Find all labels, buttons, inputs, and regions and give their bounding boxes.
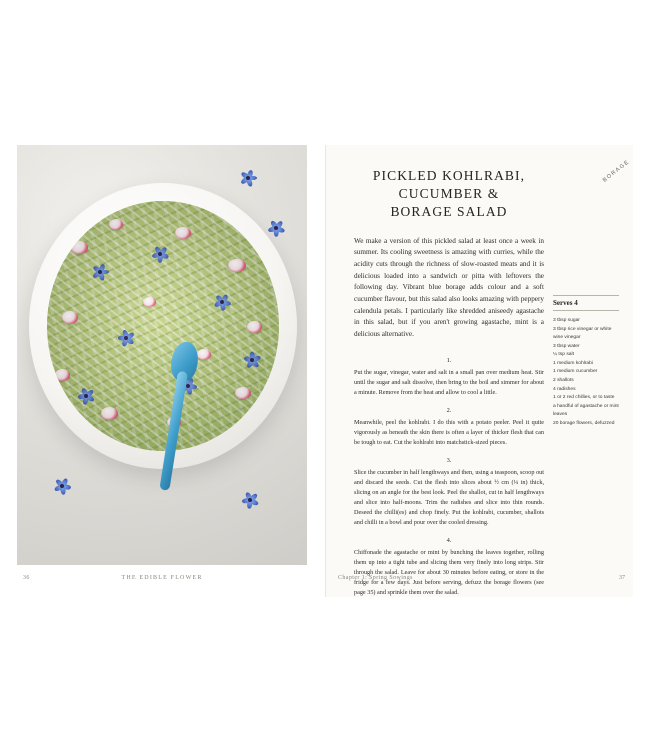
ingredients-list [553, 317, 619, 429]
ingredient-item: 2 shallots [553, 378, 574, 384]
ingredient-item: 1 or 2 red chillies, or to taste [553, 395, 615, 401]
ingredient-item: 4 radishes [553, 386, 576, 392]
step-text: Slice the cucumber in half lengthways and then, using a teaspoon, scoop out and discard the seeds. Cut the flesh into slices about ½ cm (¼ in) thick, slicing on an angle for the best look. Peel the shallot, cut in half lengthways and slice into half-moons. Trim the radishes and slice into thin rounds. Deseed the chilli(es) and chop finely. Put the kohlrabi, cucumber, shallots and chilli in a bowl and pour over the cooled dressing. [354, 468, 544, 527]
step-text: Put the sugar, vinegar, water and salt in a small pan over medium heat. Stir until the sugar and salt dissolve, then bring to the boil and simmer for about a minute. Remove from the heat and allow to cool a little. [354, 368, 544, 396]
salad-photograph [17, 145, 307, 565]
radish-slice [175, 227, 191, 239]
recipe-title-line-2: CUCUMBER & [398, 186, 500, 202]
thumb-tab-label: BORAGE [601, 159, 631, 184]
radish-slice [109, 219, 123, 230]
recipe-body [354, 167, 544, 598]
borage-flower-table [267, 219, 285, 237]
borage-flower [91, 263, 109, 281]
ingredients-panel [553, 295, 619, 429]
step-number: 1. [446, 356, 452, 364]
radish-slice [235, 387, 251, 399]
step-number: 4. [446, 537, 452, 545]
ingredient-item: 1 medium cucumber [553, 369, 598, 375]
ingredient-item: a handful of agastache or mint leaves [553, 403, 619, 418]
book-spread [17, 145, 633, 597]
recipe-title-line-1: PICKLED KOHLRABI, [372, 168, 526, 183]
borage-flower-table [241, 491, 259, 509]
ingredient-item: 20 borage flowers, defuzzed [553, 420, 615, 426]
radish-slice [71, 241, 88, 254]
step-number: 3. [446, 456, 452, 464]
recipe-title [354, 167, 544, 222]
page-number-right: 37 [619, 575, 625, 581]
ingredient-item: 3 tbsp rice vinegar or white wine vinegar [553, 326, 612, 341]
ingredient-item: 3 tbsp water [553, 343, 580, 349]
borage-flower [77, 387, 95, 405]
right-page [325, 145, 633, 597]
borage-flower [117, 329, 135, 347]
serves-label: Serves 4 [553, 295, 619, 311]
radish-slice [143, 297, 156, 307]
borage-flower-table [53, 477, 71, 495]
running-head-left: THE EDIBLE FLOWER [121, 575, 203, 581]
radish-slice [228, 259, 246, 272]
borage-flower [243, 351, 261, 369]
radish-slice [101, 407, 118, 420]
radish-slice [55, 369, 70, 381]
radish-slice [62, 311, 78, 324]
ingredient-item: 1 medium kohlrabi [553, 360, 593, 366]
borage-flower [151, 245, 169, 263]
recipe-title-line-3: BORAGE SALAD [390, 204, 508, 220]
recipe-introduction: We make a version of this pickled salad at least once a week in summer. Its cooling sweetness is amazing with curries, while the acidity cuts through the richness of slow-roasted meats and it is delicious loaded into a sandwich or pitta with leftovers the following day. Vibrant blue borage adds colour and a soft cucumber flavour, but this salad also looks amazing with peppery calendula petals. I particularly like shredded aniseedy agastache in this salad, but if you aren't growing agastache, mint is a delicious alternative. [354, 236, 544, 338]
ingredient-item: 3 tbsp sugar [553, 318, 580, 323]
step-text: Chiffonade the agastache or mint by bunching the leaves together, rolling them up into a tight tube and slicing them very finely into long strips. Stir through the salad. Leave for about 30 minutes before eating, or store in the fridge for a few days. Just before serving, defuzz the borage flowers (see page 35) and sprinkle them over the salad. [354, 549, 544, 597]
step-text: Meanwhile, peel the kohlrabi. I do this with a potato peeler. Peel it quite vigorously as beneath the skin there is often a layer of thicker flesh that can be tough to eat. Cut the kohlrabi into matchstick-sized pieces. [354, 418, 544, 446]
step-number: 2. [446, 406, 452, 414]
borage-flower [213, 293, 231, 311]
left-page [17, 145, 325, 597]
radish-slice [247, 321, 262, 333]
borage-flower-table [239, 169, 257, 187]
ingredient-item: ¼ tsp salt [553, 352, 574, 358]
page-number-left: 36 [23, 575, 30, 581]
running-head-right: Chapter 1: Spring Sowings [338, 575, 413, 581]
